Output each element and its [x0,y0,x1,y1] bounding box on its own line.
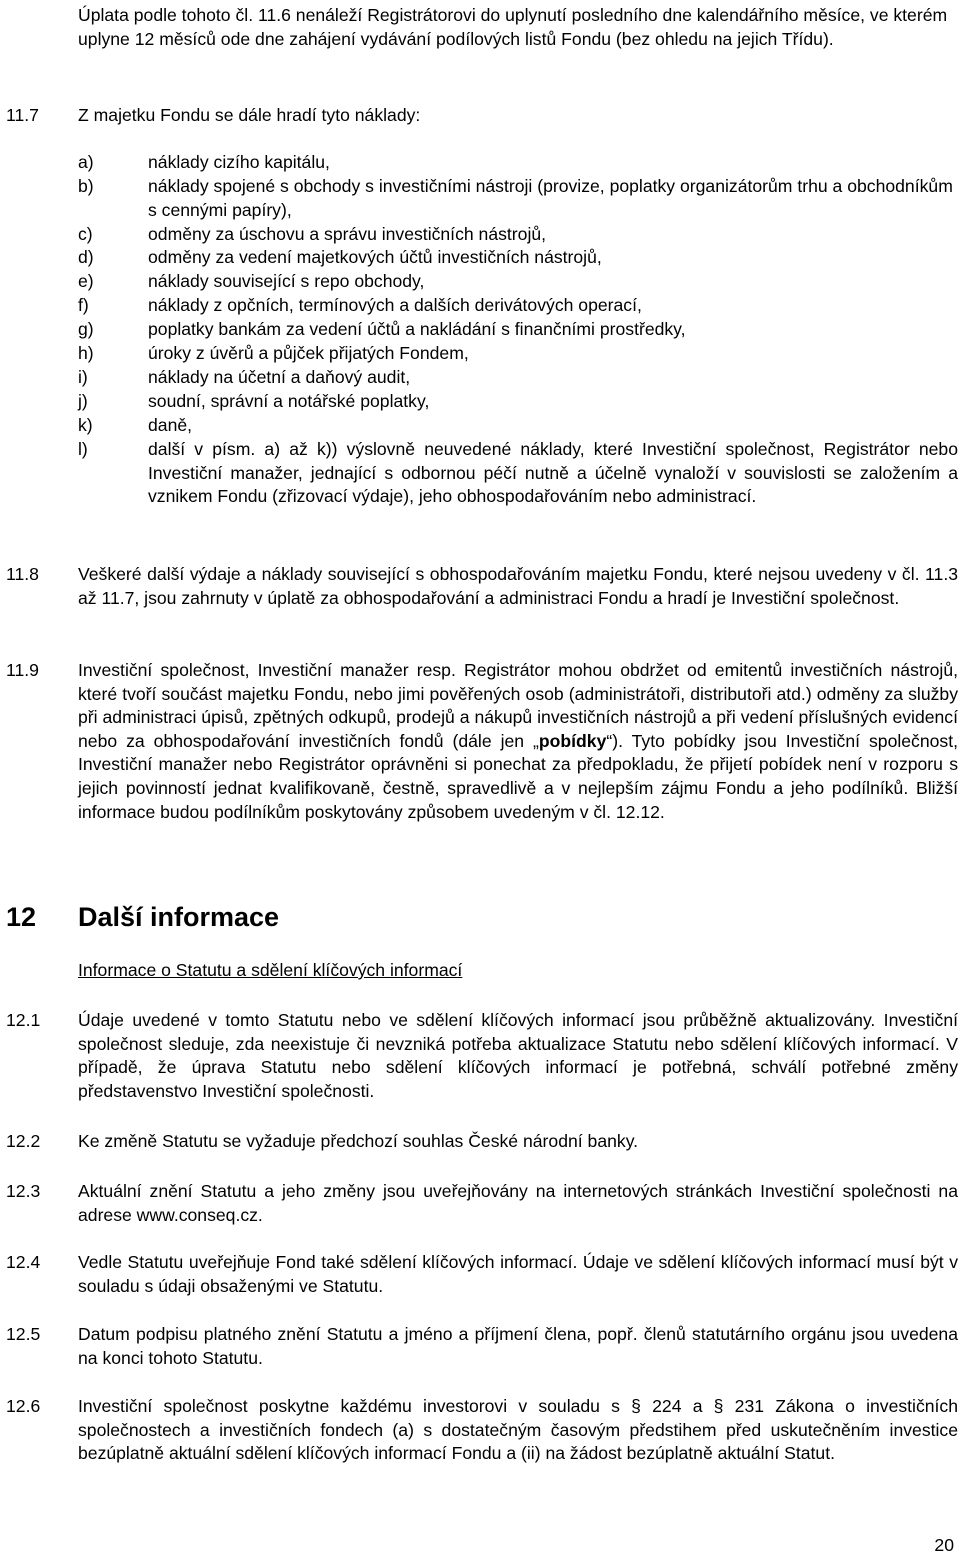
section-number: 11.9 [6,660,39,680]
section-number: 12.1 [6,1010,41,1030]
list-item-a [78,151,958,175]
section-12-1 [6,1009,958,1103]
list-text: náklady související s repo obchody, [148,271,425,291]
list-item-f [78,294,958,318]
list-item-g [78,318,958,342]
section-text: Datum podpisu platného znění Statutu a jméno a příjmení člena, popř. členů statutárního orgánu jsou uvedena na konci tohoto Statutu. [78,1324,958,1368]
section-12-5 [6,1323,958,1370]
list-item-k [78,414,958,438]
list-letter: j) [78,391,88,411]
list-item-c [78,223,958,247]
section-11-8 [6,563,958,610]
text-after-bold: “). Tyto pobídky jsou Investiční společnost, Investiční manažer nebo Registrátor oprávněni si ponechat za předpokladu, že přijetí pobídek není v rozporu s jejich povinností jednat kvalifikovaně, čestně, spravedlivě a v nejlepším zájmu Fondu a jeho podílníků. Bližší informace budou podílníkům poskytovány způsobem uvedeným v čl. 12.12. [78,730,958,822]
list-item-i [78,366,958,390]
list-text: odměny za úschovu a správu investičních nástrojů, [148,224,547,244]
section-text: Vedle Statutu uveřejňuje Fond také sdělení klíčových informací. Údaje ve sdělení klíčových informací musí být v souladu s údaji obsaženými ve Statutu. [78,1252,958,1296]
heading-title: Další informace [78,902,280,932]
section-12-2 [6,1130,958,1154]
list-item-l [78,438,958,509]
text-before-bold: Investiční společnost, Investiční manažer resp. Registrátor mohou obdržet od emitentů investičních nástrojů, které tvoří součást majetku Fondu, nebo jimi pověřených osob (administrátoři, distributoři atd.) odměny za služby při administraci úpisů, zpětných odkupů, prodejů a nákupů investičních nástrojů a při vedení příslušných evidencí nebo za obhospodařování investičních fondů (dále jen „ [78,660,958,751]
list-text: soudní, správní a notářské poplatky, [148,391,430,411]
section-12-4 [6,1251,958,1298]
list-letter: e) [78,271,94,291]
intro-paragraph [6,4,958,51]
list-item-e [78,270,958,294]
list-letter: k) [78,415,93,435]
list-letter: l) [78,439,88,459]
section-number: 12.6 [6,1396,41,1416]
section-number: 11.7 [6,105,39,125]
list-item-h [78,342,958,366]
section-11-9 [6,659,958,824]
section-12-6 [6,1395,958,1466]
section-text: Z majetku Fondu se dále hradí tyto náklady: [78,105,421,125]
section-text: Investiční společnost poskytne každému investorovi v souladu s § 224 a § 231 Zákona o investičních společnostech a investičních fondech (a) s dostatečným časovým předstihem před uskutečněním investice bezúplatně aktuální sdělení klíčových informací Fondu a (ii) na žádost bezúplatně aktuální Statut. [78,1396,958,1464]
bold-term: pobídky [538,730,607,751]
list-text: daně, [148,415,193,435]
section-text [78,659,958,824]
section-heading [6,897,906,937]
list-letter: d) [78,247,94,267]
list-letter: g) [78,319,94,339]
section-number: 12.5 [6,1324,41,1344]
section-number: 12.2 [6,1131,41,1151]
heading-number: 12 [6,902,37,932]
list-text: náklady z opčních, termínových a dalších derivátových operací, [148,295,642,315]
section-11-7 [6,104,958,128]
page-number: 20 [934,1535,954,1555]
section-number: 12.4 [6,1252,41,1272]
intro-text: Úplata podle tohoto čl. 11.6 nenáleží Registrátorovi do uplynutí posledního dne kalendářního měsíce, ve kterém uplyne 12 měsíců ode dne zahájení vydávání podílových listů Fondu (bez ohledu na jejich Třídu). [78,5,948,49]
section-text: Aktuální znění Statutu a jeho změny jsou uveřejňovány na internetových stránkách Investiční společnosti na adrese www.conseq.cz. [78,1181,958,1225]
list-letter: c) [78,224,93,244]
list-text: poplatky bankám za vedení účtů a nakládání s finančními prostředky, [148,319,686,339]
subheading: Informace o Statutu a sdělení klíčových informací [78,960,463,980]
section-text: Ke změně Statutu se vyžaduje předchozí souhlas České národní banky. [78,1131,639,1151]
list-item-b [78,175,958,222]
list-text: další v písm. a) až k)) výslovně neuvedené náklady, které Investiční společnost, Registrátor nebo Investiční manažer, jednající s odbornou péčí nutně a účelně vynaloží v souvislosti se založením a vznikem Fondu (zřizovací výdaje), jeho obhospodařováním nebo administrací. [148,439,958,507]
list-letter: a) [78,152,94,172]
list-letter: f) [78,295,89,315]
list-letter: i) [78,367,88,387]
section-text: Veškeré další výdaje a náklady související s obhospodařováním majetku Fondu, které nejsou uvedeny v čl. 11.3 až 11.7, jsou zahrnuty v úplatě za obhospodařování a administraci Fondu a hradí je Investiční společnost. [78,564,958,608]
section-text: Údaje uvedené v tomto Statutu nebo ve sdělení klíčových informací jsou průběžně aktualizovány. Investiční společnost sleduje, zda neexistuje či nevzniká potřeba aktualizace Statutu nebo sdělení klíčových informací. V případě, že úprava Statutu nebo sdělení klíčových informací je potřebná, schválí potřebné změny představenstvo Investiční společnosti. [78,1010,958,1101]
list-text: náklady cizího kapitálu, [148,152,330,172]
list-item-j [78,390,958,414]
list-item-d [78,246,958,270]
list-letter: b) [78,176,94,196]
section-number: 11.8 [6,564,39,584]
list-text: odměny za vedení majetkových účtů investičních nástrojů, [148,247,602,267]
list-text: náklady spojené s obchody s investičními nástroji (provize, poplatky organizátorům trhu a obchodníkům s cennými papíry), [148,176,953,220]
section-12-3 [6,1180,958,1227]
list-text: úroky z úvěrů a půjček přijatých Fondem, [148,343,469,363]
section-number: 12.3 [6,1181,41,1201]
list-text: náklady na účetní a daňový audit, [148,367,411,387]
list-letter: h) [78,343,94,363]
